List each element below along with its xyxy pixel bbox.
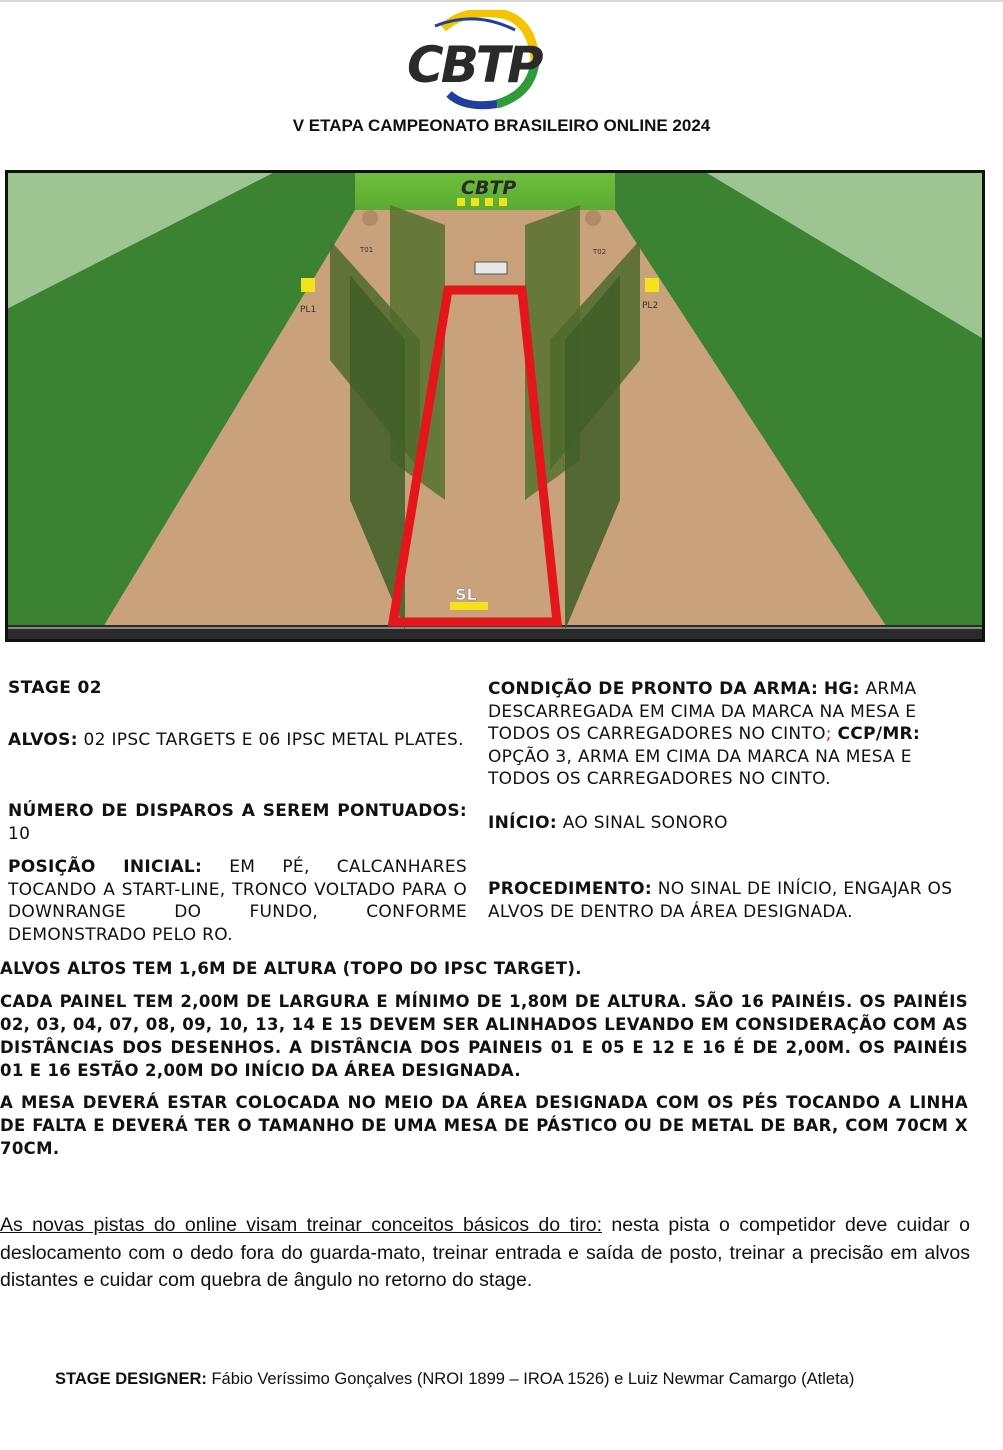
table: [475, 262, 507, 274]
procedimento-label: PROCEDIMENTO:: [488, 879, 653, 899]
stage-diagram: [5, 170, 985, 642]
posicao-label: POSIÇÃO INICIAL:: [8, 857, 203, 877]
alvos-block: [8, 729, 467, 752]
alvos-text: 02 IPSC TARGETS E 06 IPSC METAL PLATES.: [83, 730, 464, 750]
top-divider: [0, 0, 1003, 2]
target-t01: [362, 210, 378, 226]
posicao-block: [8, 856, 467, 946]
stage-designer: [55, 1370, 854, 1389]
plate-pl1: [301, 278, 315, 292]
rule-mesa: A MESA DEVERÁ ESTAR COLOCADA NO MEIO DA ÁREA DESIGNADA COM OS PÉS TOCANDO A LINHA DE FALTA E DEVERÁ TER O TAMANHO DE UMA MESA DE PÁSTICO OU DE METAL DE BAR, COM 70CM X 70CM.: [0, 1093, 968, 1158]
ccp-label: CCP/MR:: [837, 724, 921, 744]
event-title: V ETAPA CAMPEONATO BRASILEIRO ONLINE 2024: [292, 116, 711, 135]
label-pl1: PL1: [300, 305, 317, 315]
metal-plate: [471, 198, 479, 206]
posicao-text: EM PÉ, CALCANHARES TOCANDO A START-LINE, TRONCO VOLTADO PARA O DOWNRANGE DO FUNDO, CONFORME DEMONSTRADO PELO RO.: [8, 857, 467, 945]
procedimento-block: [488, 878, 968, 923]
hg-label: HG:: [823, 679, 860, 699]
metal-plate: [485, 198, 493, 206]
disparos-text: 10: [8, 823, 31, 844]
procedimento-text: NO SINAL DE INÍCIO, ENGAJAR OS ALVOS DE DENTRO DA ÁREA DESIGNADA.: [488, 879, 953, 922]
designer-label: STAGE DESIGNER:: [55, 1370, 207, 1388]
disparos-block: [8, 800, 467, 845]
hg-text: ARMA DESCARREGADA EM CIMA DA MARCA NA MESA E TODOS OS CARREGADORES NO CINTO: [488, 679, 917, 744]
ccp-text: OPÇÃO 3, ARMA EM CIMA DA MARCA NA MESA E TODOS OS CARREGADORES NO CINTO.: [488, 746, 912, 789]
note-text: nesta pista o competidor deve cuidar o deslocamento com o dedo fora do guarda-mato, treinar entrada e saída de posto, treinar a precisão em alvos distantes e cuidar com quebra de ângulo no retorno do stage.: [0, 1214, 970, 1291]
metal-plate: [499, 198, 507, 206]
label-pl2: PL2: [642, 301, 659, 311]
rule-alvos-altos: ALVOS ALTOS TEM 1,6M DE ALTURA (TOPO DO IPSC TARGET).: [0, 959, 582, 978]
metal-plate: [457, 198, 465, 206]
inicio-text: AO SINAL SONORO: [562, 813, 728, 833]
inicio-block: [488, 812, 968, 835]
scene-logo-text: CBTP: [461, 177, 517, 199]
stage-note: [0, 1212, 970, 1295]
cbtp-logo: [405, 10, 555, 110]
inicio-label: INÍCIO:: [488, 813, 558, 833]
target-t02: [585, 210, 601, 226]
label-t02: T02: [593, 248, 607, 256]
label-t01: T01: [360, 246, 374, 254]
stage-title: STAGE 02: [8, 678, 103, 698]
plate-pl2: [645, 278, 659, 292]
note-underlined: As novas pistas do online visam treinar conceitos básicos do tiro:: [0, 1214, 602, 1236]
designer-text: Fábio Veríssimo Gonçalves (NROI 1899 – IROA 1526) e Luiz Newmar Camargo (Atleta): [206, 1370, 855, 1388]
disparos-label: NÚMERO DE DISPAROS A SEREM PONTUADOS:: [8, 801, 467, 821]
separator: ;: [825, 724, 832, 744]
condicao-block: [488, 678, 968, 791]
condicao-label: CONDIÇÃO DE PRONTO DA ARMA:: [488, 679, 819, 699]
rule-paineis: CADA PAINEL TEM 2,00M DE LARGURA E MÍNIMO DE 1,80M DE ALTURA. SÃO 16 PAINÉIS. OS PAINÉIS 02, 03, 04, 07, 08, 09, 10, 13, 14 E 15 DEVEM SER ALINHADOS LEVANDO EM CONSIDERAÇÃO COM AS DISTÂNCIAS DOS DESENHOS. A DISTÂNCIA DOS PAINEIS 01 E 05 E 12 E 16 É DE 2,00M. OS PAINÉIS 01 E 16 ESTÃO 2,00M DO INÍCIO DA ÁREA DESIGNADA.: [0, 992, 968, 1080]
start-line-label: SL: [455, 585, 477, 604]
alvos-label: ALVOS:: [8, 730, 78, 750]
logo-text: CBTP: [407, 36, 541, 94]
